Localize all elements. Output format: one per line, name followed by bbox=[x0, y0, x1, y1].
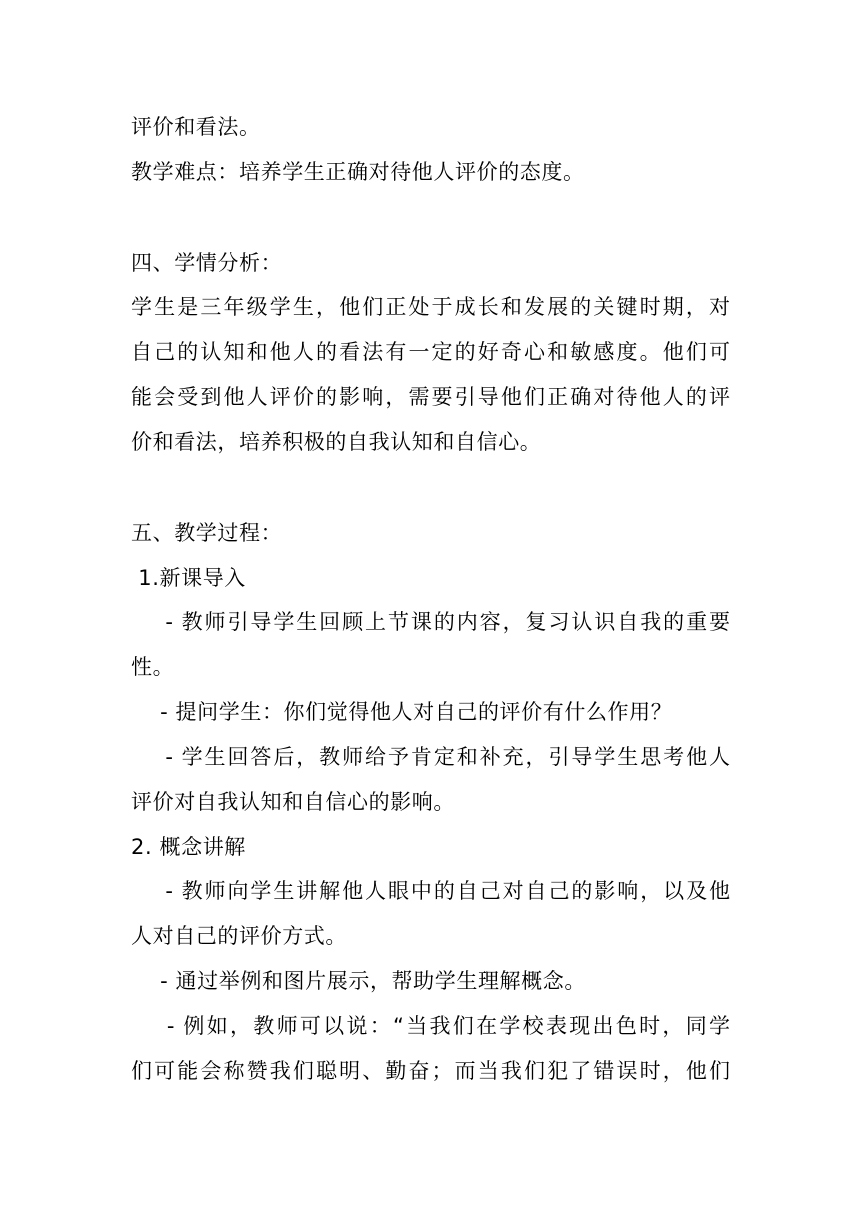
text-line: 学生是三年级学生，他们正处于成长和发展的关键时期，对 bbox=[131, 295, 730, 319]
text-line: 能会受到他人评价的影响，需要引导他们正确对待他人的评 bbox=[131, 385, 730, 409]
text-line: - 学生回答后，教师给予肯定和补充，引导学生思考他人 bbox=[131, 745, 730, 769]
text-line: - 例如，教师可以说：“当我们在学校表现出色时，同学 bbox=[131, 1014, 730, 1038]
text-line: 人对自己的评价方式。 bbox=[131, 924, 347, 948]
text-line: 评价对自我认知和自信心的影响。 bbox=[131, 790, 455, 814]
section-heading: 五、教学过程： bbox=[131, 521, 283, 545]
text-line: 教学难点：培养学生正确对待他人评价的态度。 bbox=[131, 160, 585, 184]
text-line: - 教师向学生讲解他人眼中的自己对自己的影响，以及他 bbox=[131, 879, 730, 903]
subsection-heading: 1.新课导入 bbox=[131, 566, 246, 590]
subsection-heading: 2. 概念讲解 bbox=[131, 835, 246, 859]
text-line: 价和看法，培养积极的自我认知和自信心。 bbox=[131, 430, 542, 454]
section-heading: 四、学情分析： bbox=[131, 251, 283, 275]
text-line: - 提问学生：你们觉得他人对自己的评价有什么作用？ bbox=[131, 700, 673, 724]
text-line: 评价和看法。 bbox=[131, 115, 261, 139]
text-line: 们可能会称赞我们聪明、勤奋；而当我们犯了错误时，他们 bbox=[131, 1059, 730, 1083]
text-line: - 教师引导学生回顾上节课的内容，复习认识自我的重要 bbox=[131, 610, 730, 634]
text-line: 性。 bbox=[131, 655, 175, 679]
text-line: 自己的认知和他人的看法有一定的好奇心和敏感度。他们可 bbox=[131, 340, 730, 364]
text-line: - 通过举例和图片展示，帮助学生理解概念。 bbox=[131, 969, 586, 993]
